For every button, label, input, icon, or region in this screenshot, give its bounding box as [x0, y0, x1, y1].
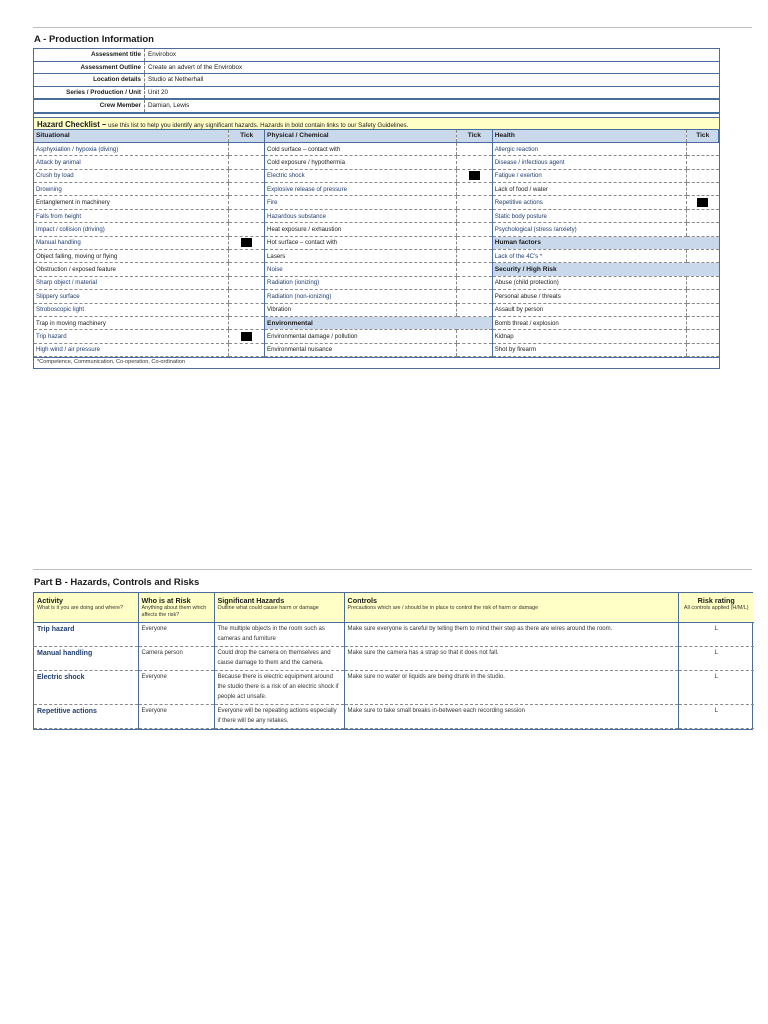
info-value: Damian, Lewis: [145, 99, 720, 113]
hazard-item: Impact / collision (driving): [34, 223, 229, 236]
checklist-row: [34, 316, 719, 329]
hazard-checklist-title: Hazard Checklist –: [37, 119, 107, 129]
controls-cell: Make sure everyone is careful by telling them to mind their step as there are wires around the room.: [344, 623, 678, 647]
tick-cell[interactable]: [687, 142, 719, 155]
hazards-cell: The multiple objects in the room such as cameras and furniture: [214, 623, 344, 647]
activity-cell: Electric shock: [34, 671, 138, 705]
hazard-item: Cold exposure / hypothermia: [265, 156, 457, 169]
risk-row: [34, 647, 754, 671]
hazard-item: Lasers: [265, 250, 457, 263]
info-row: [34, 99, 719, 113]
risk-row: [34, 705, 754, 729]
info-label: Assessment Outline: [34, 61, 145, 74]
risk-rating-cell: L: [678, 623, 754, 647]
info-row: [34, 86, 719, 99]
tick-cell[interactable]: [229, 316, 265, 329]
hazard-item: Radiation (ionizing): [265, 276, 457, 289]
tick-cell[interactable]: [456, 290, 492, 303]
hazard-item: Heat exposure / exhaustion: [265, 223, 457, 236]
hazard-item: Assault by person: [492, 303, 687, 316]
tick-cell[interactable]: [456, 142, 492, 155]
hazard-item: Environmental damage / pollution: [265, 330, 457, 343]
tick-cell[interactable]: [229, 276, 265, 289]
tick-column-header: Tick: [229, 130, 265, 143]
checklist-row: [34, 330, 719, 343]
tick-cell[interactable]: [687, 250, 719, 263]
info-value: Studio at Netherhall: [145, 74, 720, 87]
activity-cell: Repetitive actions: [34, 705, 138, 729]
part-b-title: Part B - Hazards, Controls and Risks: [34, 577, 200, 588]
hazard-item: Repetitive actions: [492, 196, 687, 209]
tick-cell[interactable]: [229, 142, 265, 155]
hazard-item: Psychological (stress /anxiety): [492, 223, 687, 236]
tick-cell[interactable]: [229, 250, 265, 263]
checklist-subheader: Human factors: [492, 236, 718, 249]
risk-row: [34, 623, 754, 647]
hazards-cell: Everyone will be repeating actions especially if there will be any retakes.: [214, 705, 344, 729]
hazard-item: High wind / air pressure: [34, 343, 229, 356]
hazard-item: Attack by animal: [34, 156, 229, 169]
checklist-row: [34, 343, 719, 356]
footnote: *Competence, Communication, Co-operation, Co-ordination: [34, 357, 719, 368]
checklist-row: [34, 196, 719, 209]
tick-cell[interactable]: [687, 276, 719, 289]
hazard-item: Radiation (non-ionizing): [265, 290, 457, 303]
checklist-row: [34, 303, 719, 316]
tick-cell[interactable]: [229, 183, 265, 196]
hazard-checklist-header: [34, 118, 719, 130]
info-row: [34, 61, 719, 74]
tick-cell[interactable]: [687, 290, 719, 303]
tick-mark: [241, 238, 252, 247]
tick-cell[interactable]: [456, 263, 492, 276]
checklist-row: [34, 142, 719, 155]
hazard-item: Trap in moving machinery: [34, 316, 229, 329]
hazard-item: Sharp object / material: [34, 276, 229, 289]
tick-cell[interactable]: [229, 236, 265, 249]
category-column-header: Physical / Chemical: [265, 130, 457, 143]
hazard-item: Entanglement in machinery: [34, 196, 229, 209]
col-header-risk: Risk rating All controls applied (H/M/L): [678, 593, 754, 623]
hazard-item: Abuse (child protection): [492, 276, 687, 289]
tick-column-header: Tick: [456, 130, 492, 143]
checklist-row: [34, 183, 719, 196]
hazard-item: Explosive release of pressure: [265, 183, 457, 196]
hazard-item: Noise: [265, 263, 457, 276]
info-label: Assessment title: [34, 49, 145, 61]
tick-cell[interactable]: [687, 343, 719, 356]
hazard-item: Crush by load: [34, 169, 229, 182]
tick-cell[interactable]: [687, 316, 719, 329]
hazard-item: Lack of the 4C's *: [492, 250, 687, 263]
checklist-header-row: [34, 130, 719, 143]
info-row: [34, 49, 719, 61]
checklist-row: [34, 276, 719, 289]
top-rule: [33, 27, 752, 28]
info-label: Series / Production / Unit: [34, 86, 145, 99]
hazard-item: Cold surface – contact with: [265, 142, 457, 155]
checklist-row: [34, 156, 719, 169]
risk-rating-cell: L: [678, 671, 754, 705]
checklist-row: [34, 169, 719, 182]
hazard-item: Hot surface – contact with: [265, 236, 457, 249]
col-header-activity: Activity What is it you are doing and where?: [34, 593, 138, 623]
tick-cell[interactable]: [456, 223, 492, 236]
tick-cell[interactable]: [229, 290, 265, 303]
hazard-item: Shot by firearm: [492, 343, 687, 356]
tick-cell[interactable]: [456, 156, 492, 169]
tick-cell[interactable]: [687, 330, 719, 343]
section-rule: [33, 569, 752, 570]
tick-cell[interactable]: [229, 156, 265, 169]
checklist-subheader: Security / High Risk: [492, 263, 718, 276]
hazard-item: Fatigue / exertion: [492, 169, 687, 182]
tick-cell[interactable]: [687, 209, 719, 222]
activity-cell: Trip hazard: [34, 623, 138, 647]
tick-cell[interactable]: [229, 343, 265, 356]
hazard-item: Hazardous substance: [265, 209, 457, 222]
hazard-item: Kidnap: [492, 330, 687, 343]
tick-mark: [469, 171, 480, 180]
tick-cell[interactable]: [687, 156, 719, 169]
info-value: Create an advert of the Envirobox: [145, 61, 720, 74]
hazards-cell: Because there is electric equipment around the studio there is a risk of an electric shock if people act unsafe.: [214, 671, 344, 705]
category-column-header: Situational: [34, 130, 229, 143]
hazard-item: Lack of food / water: [492, 183, 687, 196]
hazard-item: Drowning: [34, 183, 229, 196]
controls-cell: Make sure no water or liquids are being drunk in the studio.: [344, 671, 678, 705]
tick-cell[interactable]: [456, 330, 492, 343]
tick-cell[interactable]: [229, 330, 265, 343]
tick-cell[interactable]: [456, 236, 492, 249]
hazard-item: Disease / infectious agent: [492, 156, 687, 169]
tick-cell[interactable]: [687, 303, 719, 316]
tick-column-header: Tick: [687, 130, 719, 143]
hazard-item: Fire: [265, 196, 457, 209]
controls-cell: Make sure to take small breaks in-between each recording session: [344, 705, 678, 729]
hazard-item: Slippery surface: [34, 290, 229, 303]
risk-row: [34, 671, 754, 705]
hazard-item: Environmental nuisance: [265, 343, 457, 356]
tick-cell[interactable]: [456, 183, 492, 196]
col-header-who: Who is at Risk Anything about them which affects the risk?: [138, 593, 214, 623]
controls-cell: Make sure the camera has a strap so that it does not fall.: [344, 647, 678, 671]
hazard-item: Vibration: [265, 303, 457, 316]
risk-rating-cell: L: [678, 705, 754, 729]
hazard-item: Allergic reaction: [492, 142, 687, 155]
hazards-cell: Could drop the camera on themselves and cause damage to them and the camera.: [214, 647, 344, 671]
checklist-row: [34, 263, 719, 276]
tick-cell[interactable]: [687, 196, 719, 209]
hazard-item: Manual handling: [34, 236, 229, 249]
risk-header-row: [34, 593, 754, 623]
tick-cell[interactable]: [456, 169, 492, 182]
tick-cell[interactable]: [229, 263, 265, 276]
part-a-title: A - Production Information: [34, 34, 154, 45]
hazard-checklist-table: [34, 130, 719, 358]
checklist-row: [34, 290, 719, 303]
hazard-item: Obstruction / exposed feature: [34, 263, 229, 276]
tick-mark: [697, 198, 708, 207]
hazard-item: Electric shock: [265, 169, 457, 182]
checklist-row: [34, 236, 719, 249]
tick-cell[interactable]: [456, 196, 492, 209]
tick-cell[interactable]: [229, 169, 265, 182]
who-cell: Everyone: [138, 671, 214, 705]
hazard-item: Bomb threat / explosion: [492, 316, 687, 329]
info-row: [34, 74, 719, 87]
hazard-item: Static body posture: [492, 209, 687, 222]
hazard-item: Trip hazard: [34, 330, 229, 343]
hazards-controls-risks-panel: [33, 592, 753, 730]
info-label: Location details: [34, 74, 145, 87]
col-header-hazards: Significant Hazards Outline what could cause harm or damage: [214, 593, 344, 623]
tick-cell[interactable]: [229, 303, 265, 316]
tick-cell[interactable]: [456, 250, 492, 263]
tick-cell[interactable]: [687, 183, 719, 196]
who-cell: Everyone: [138, 623, 214, 647]
hazard-item: Stroboscopic light: [34, 303, 229, 316]
tick-cell[interactable]: [687, 223, 719, 236]
checklist-row: [34, 250, 719, 263]
tick-cell[interactable]: [456, 343, 492, 356]
hazard-checklist-note: use this list to help you identify any significant hazards. Hazards in bold contain links to our Safety Guidelines.: [108, 121, 409, 129]
hazard-item: Asphyxiation / hypoxia (diving): [34, 142, 229, 155]
tick-cell[interactable]: [229, 196, 265, 209]
checklist-row: [34, 223, 719, 236]
info-label: Crew Member: [34, 99, 145, 113]
category-column-header: Health: [492, 130, 687, 143]
hazard-item: Personal abuse / threats: [492, 290, 687, 303]
activity-cell: Manual handling: [34, 647, 138, 671]
production-information-panel: [33, 48, 720, 369]
who-cell: Everyone: [138, 705, 214, 729]
tick-cell[interactable]: [229, 223, 265, 236]
info-value: Envirobox: [145, 49, 720, 61]
tick-cell[interactable]: [456, 276, 492, 289]
tick-cell[interactable]: [456, 209, 492, 222]
who-cell: Camera person: [138, 647, 214, 671]
hazard-item: Object falling, moving or flying: [34, 250, 229, 263]
tick-cell[interactable]: [456, 303, 492, 316]
info-value: Unit 20: [145, 86, 720, 99]
production-info-table: [34, 49, 719, 114]
checklist-subheader: Environmental: [265, 316, 493, 329]
tick-cell[interactable]: [687, 169, 719, 182]
risk-rating-cell: L: [678, 647, 754, 671]
hazard-item: Falls from height: [34, 209, 229, 222]
col-header-controls: Controls Precautions which are / should be in place to control the risk of harm or damage: [344, 593, 678, 623]
risk-table: [34, 593, 754, 729]
tick-mark: [241, 332, 252, 341]
tick-cell[interactable]: [229, 209, 265, 222]
checklist-row: [34, 209, 719, 222]
